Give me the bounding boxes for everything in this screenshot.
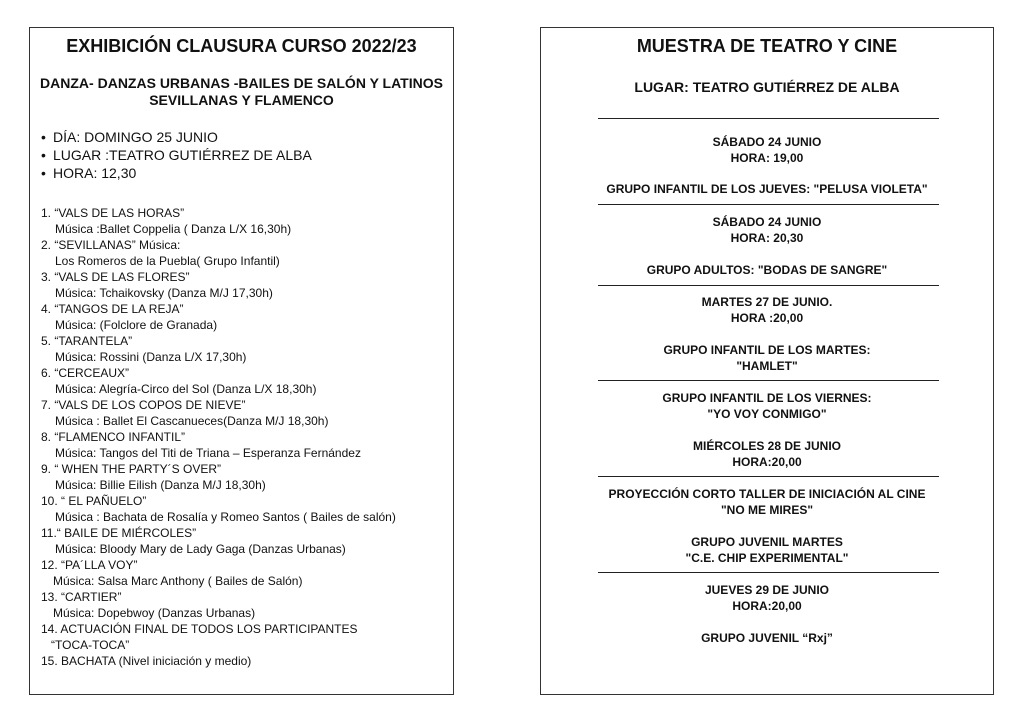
event-projection: PROYECCIÓN CORTO TALLER DE INICIACIÓN AL CINE "NO ME MIRES" xyxy=(608,487,926,517)
program-item: 6. “CERCEAUX” Música: Alegría-Circo del Sol (Danza L/X 18,30h) xyxy=(41,366,317,396)
info-item-time: • HORA: 12,30 xyxy=(41,165,137,181)
info-item-place: • LUGAR :TEATRO GUTIÉRREZ DE ALBA xyxy=(41,147,312,163)
exhibition-panel xyxy=(29,27,454,695)
event-date: MIÉRCOLES 28 DE JUNIO HORA:20,00 xyxy=(692,439,842,469)
program-item: 1. “VALS DE LAS HORAS” Música :Ballet Coppelia ( Danza L/X 16,30h) xyxy=(41,206,292,236)
divider xyxy=(598,572,939,573)
bullet-icon: • xyxy=(41,147,46,163)
bullet-icon: • xyxy=(41,129,46,145)
program-item: 13. “CARTIER” Música: Dopebwoy (Danzas Urbanas) xyxy=(41,590,256,620)
divider xyxy=(598,380,939,381)
theatre-title: MUESTRA DE TEATRO Y CINE xyxy=(636,36,898,56)
divider xyxy=(598,118,939,119)
event-group: GRUPO ADULTOS: "BODAS DE SANGRE" xyxy=(646,263,888,277)
exhibition-title: EXHIBICIÓN CLAUSURA CURSO 2022/23 xyxy=(66,36,417,56)
theatre-location: LUGAR: TEATRO GUTIÉRREZ DE ALBA xyxy=(634,79,900,95)
info-item-day: • DÍA: DOMINGO 25 JUNIO xyxy=(41,129,218,145)
divider xyxy=(598,204,939,205)
bullet-icon: • xyxy=(41,165,46,181)
program-item: 7. “VALS DE LOS COPOS DE NIEVE” Música : Ballet El Cascanueces(Danza M/J 18,30h) xyxy=(41,398,329,428)
program-item: 12. “PA´LLA VOY” Música: Salsa Marc Anthony ( Bailes de Salón) xyxy=(41,558,303,588)
program-item: 9. “ WHEN THE PARTY´S OVER” Música: Billie Eilish (Danza M/J 18,30h) xyxy=(41,462,266,492)
event-group: GRUPO JUVENIL MARTES "C.E. CHIP EXPERIMENTAL" xyxy=(685,535,849,565)
exhibition-subtitle-line2: SEVILLANAS Y FLAMENCO xyxy=(149,92,334,108)
program-item: 4. “TANGOS DE LA REJA” Música: (Folclore de Granada) xyxy=(41,302,218,332)
event-date: JUEVES 29 DE JUNIO HORA:20,00 xyxy=(704,583,830,613)
exhibition-subtitle-line1: DANZA- DANZAS URBANAS -BAILES DE SALÓN Y LATINOS xyxy=(40,75,443,91)
program-item: 5. “TARANTELA” Música: Rossini (Danza L/X 17,30h) xyxy=(41,334,247,364)
event-group: GRUPO INFANTIL DE LOS MARTES: "HAMLET" xyxy=(663,343,871,373)
event-group: GRUPO JUVENIL “Rxj” xyxy=(701,631,833,645)
program-item: 14. ACTUACIÓN FINAL DE TODOS LOS PARTICIPANTES “TOCA-TOCA” xyxy=(41,622,358,652)
program-item: 11.“ BAILE DE MIÉRCOLES” Música: Bloody Mary de Lady Gaga (Danzas Urbanas) xyxy=(41,526,346,556)
divider xyxy=(598,285,939,286)
event-group: GRUPO INFANTIL DE LOS VIERNES: "YO VOY CONMIGO" xyxy=(662,391,872,421)
program-item: 10. “ EL PAÑUELO” Música : Bachata de Rosalía y Romeo Santos ( Bailes de salón) xyxy=(41,494,396,524)
program-item: 8. “FLAMENCO INFANTIL” Música: Tangos del Titi de Triana – Esperanza Fernández xyxy=(41,430,361,460)
program-item: 2. “SEVILLANAS” Música: Los Romeros de la Puebla( Grupo Infantil) xyxy=(41,238,280,268)
exhibition-info-list xyxy=(41,128,312,182)
event-date: MARTES 27 DE JUNIO. HORA :20,00 xyxy=(701,295,833,325)
program-list xyxy=(41,205,396,669)
event-date: SÁBADO 24 JUNIO HORA: 20,30 xyxy=(712,215,822,245)
program-item: 15. BACHATA (Nivel iniciación y medio) xyxy=(41,654,252,668)
event-group: GRUPO INFANTIL DE LOS JUEVES: "PELUSA VIOLETA" xyxy=(606,182,928,196)
divider xyxy=(598,476,939,477)
event-date: SÁBADO 24 JUNIO HORA: 19,00 xyxy=(712,135,822,165)
theatre-cinema-panel xyxy=(540,27,994,695)
program-item: 3. “VALS DE LAS FLORES” Música: Tchaikovsky (Danza M/J 17,30h) xyxy=(41,270,273,300)
